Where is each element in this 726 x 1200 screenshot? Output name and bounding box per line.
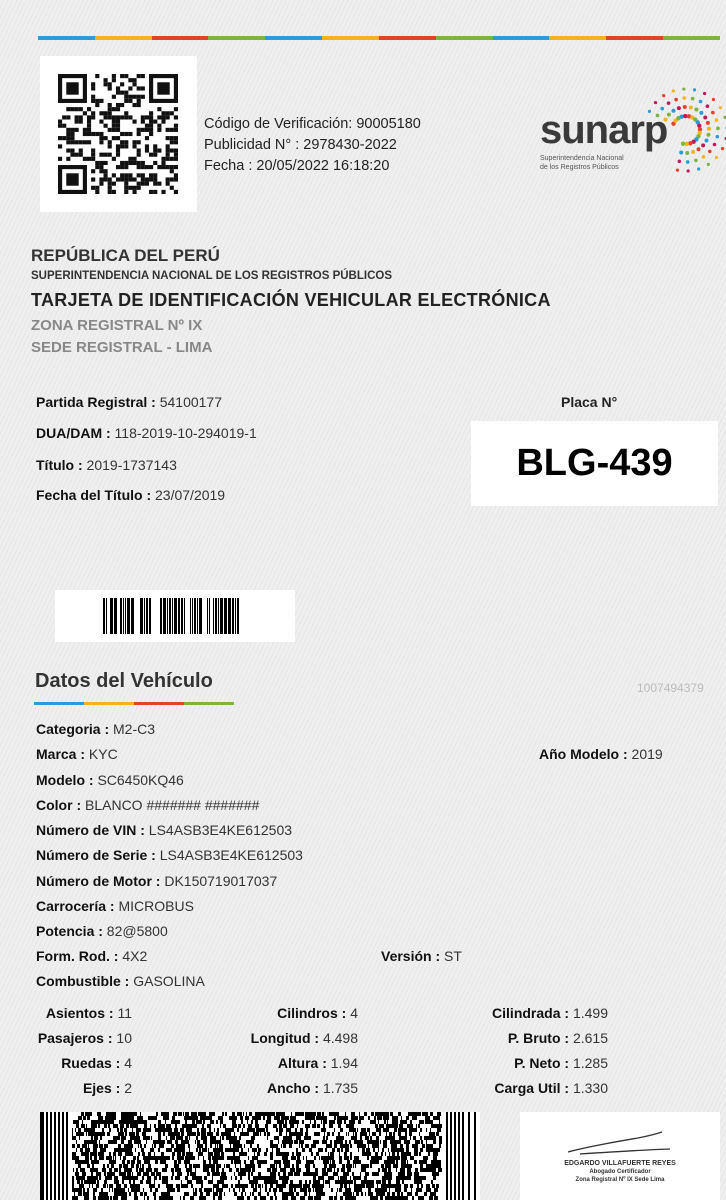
field-cilindros	[277, 1005, 358, 1021]
signature-panel	[520, 1112, 720, 1200]
signature-icon	[520, 1116, 720, 1166]
field-combustible	[36, 973, 205, 989]
field-value: 54100177	[159, 394, 223, 410]
plate-box	[471, 421, 718, 506]
field-value: DK150719017037	[164, 873, 278, 889]
field-label: Número de VIN :	[36, 822, 145, 838]
field-label: Carga Util :	[494, 1080, 570, 1096]
pdf417-panel	[40, 1112, 480, 1200]
verification-code: Código de Verificación: 90005180	[204, 116, 421, 132]
stripe-segment	[493, 36, 550, 40]
field-carroceria	[36, 898, 194, 914]
stripe-segment	[208, 36, 265, 40]
field-form-rod	[36, 948, 147, 964]
stripe-segment	[95, 36, 152, 40]
field-value: 4	[350, 1005, 358, 1021]
signer-name: EDGARDO VILLAFUERTE REYES	[564, 1160, 676, 1167]
underline-segment	[184, 702, 234, 705]
field-serie	[36, 847, 303, 863]
field-potencia	[36, 923, 168, 939]
field-value: 23/07/2019	[155, 487, 226, 503]
logo-subtitle	[540, 154, 660, 172]
field-modelo	[36, 772, 184, 788]
field-ejes	[83, 1080, 132, 1096]
field-label: Altura :	[277, 1055, 327, 1071]
field-label: P. Neto :	[514, 1055, 570, 1071]
field-label: Fecha del Título :	[36, 487, 152, 503]
field-peso-bruto	[508, 1030, 608, 1046]
field-altura	[278, 1055, 358, 1071]
field-partida	[36, 394, 222, 410]
field-value: 4X2	[122, 948, 148, 964]
field-value: 4.498	[322, 1030, 358, 1046]
field-anio-modelo	[539, 746, 663, 762]
underline-segment	[34, 702, 84, 705]
field-label: P. Bruto :	[507, 1030, 570, 1046]
barcode-panel	[55, 590, 295, 642]
field-dua	[36, 425, 257, 441]
field-value: 1.499	[572, 1005, 608, 1021]
field-marca	[36, 746, 118, 762]
field-label: Form. Rod. :	[36, 948, 119, 964]
stripe-segment	[379, 36, 436, 40]
stripe-segment	[606, 36, 663, 40]
office-title: SEDE REGISTRAL - LIMA	[31, 339, 213, 356]
document-title: TARJETA DE IDENTIFICACIÓN VEHICULAR ELECTRÓNICA	[31, 290, 551, 310]
field-label: Modelo :	[36, 772, 94, 788]
issue-date: Fecha : 20/05/2022 16:18:20	[204, 158, 390, 174]
field-label: Marca :	[36, 746, 86, 762]
field-value: 11	[117, 1005, 132, 1021]
field-label: Año Modelo :	[539, 746, 628, 762]
field-value: 1.330	[572, 1080, 608, 1096]
signer-zone: Zona Registral Nº IX Sede Lima	[575, 1177, 665, 1183]
plate-number: BLG-439	[516, 442, 673, 484]
barcode-icon	[103, 598, 247, 634]
verification-meta	[204, 114, 421, 177]
field-label: DUA/DAM :	[36, 425, 111, 441]
field-label: Partida Registral :	[36, 394, 156, 410]
field-label: Ejes :	[82, 1080, 121, 1096]
field-fecha-titulo	[36, 487, 225, 503]
field-label: Color :	[36, 797, 82, 813]
qr-code-icon	[58, 74, 178, 194]
field-label: Potencia :	[36, 923, 103, 939]
field-label: Cilindros :	[277, 1005, 347, 1021]
field-categoria	[36, 721, 155, 737]
field-titulo	[36, 457, 177, 473]
stripe-segment	[265, 36, 322, 40]
field-pasajeros	[38, 1030, 132, 1046]
vehicle-data-heading: Datos del Vehículo	[35, 670, 213, 692]
field-value: KYC	[88, 746, 118, 762]
field-ruedas	[61, 1055, 132, 1071]
qr-code-panel	[40, 56, 197, 212]
field-value: 2	[124, 1080, 132, 1096]
field-value: LS4ASB3E4KE612503	[148, 822, 293, 838]
field-asientos	[46, 1005, 132, 1021]
signer-role: Abogado Certificador	[589, 1169, 651, 1175]
field-value: 2.615	[572, 1030, 608, 1046]
field-value: 10	[116, 1030, 132, 1046]
field-value: 1.94	[330, 1055, 358, 1071]
field-value: LS4ASB3E4KE612503	[159, 847, 303, 863]
field-label: Combustible :	[36, 973, 130, 989]
field-value: BLANCO ####### #######	[85, 797, 260, 813]
sunarp-logo	[536, 70, 726, 182]
color-stripe	[38, 36, 720, 40]
field-label: Título :	[36, 457, 83, 473]
stripe-segment	[663, 36, 720, 40]
field-value: 1.285	[572, 1055, 608, 1071]
logo-wordmark: sunarp	[540, 108, 668, 152]
field-label: Número de Serie :	[36, 847, 156, 863]
field-value: 118-2019-10-294019-1	[114, 425, 257, 441]
underline-segment	[134, 702, 184, 705]
stripe-segment	[549, 36, 606, 40]
field-label: Ancho :	[266, 1080, 320, 1096]
heading-underline	[34, 702, 234, 705]
field-value: MICROBUS	[118, 898, 194, 914]
agency-title: SUPERINTENDENCIA NACIONAL DE LOS REGISTROS PÚBLICOS	[31, 270, 393, 282]
field-ancho	[267, 1080, 358, 1096]
field-version	[381, 948, 462, 964]
field-label: Pasajeros :	[37, 1030, 113, 1046]
plate-label: Placa N°	[561, 394, 618, 410]
field-label: Ruedas :	[61, 1055, 121, 1071]
field-carga-util	[494, 1080, 608, 1096]
field-label: Número de Motor :	[36, 873, 161, 889]
field-value: SC6450KQ46	[97, 772, 184, 788]
publicity-number: Publicidad N° : 2978430-2022	[204, 137, 397, 153]
field-label: Carrocería :	[36, 898, 115, 914]
field-peso-neto	[514, 1055, 608, 1071]
stripe-segment	[38, 36, 95, 40]
logo-subtitle-line2: de los Registros Públicos	[540, 164, 619, 171]
zone-title: ZONA REGISTRAL Nº IX	[31, 317, 203, 334]
field-label: Cilindrada :	[492, 1005, 570, 1021]
field-cilindrada	[492, 1005, 608, 1021]
logo-subtitle-line1: Superintendencia Nacional	[540, 155, 624, 162]
field-longitud	[251, 1030, 358, 1046]
underline-segment	[84, 702, 134, 705]
field-value: 2019	[631, 746, 663, 762]
field-value: ST	[444, 948, 462, 964]
field-label: Longitud :	[250, 1030, 320, 1046]
field-motor	[36, 873, 277, 889]
country-title: REPÚBLICA DEL PERÚ	[31, 246, 220, 265]
field-color	[36, 797, 259, 813]
field-value: 2019-1737143	[86, 457, 177, 473]
field-value: 1.735	[322, 1080, 358, 1096]
pdf417-barcode-icon	[40, 1112, 480, 1200]
stripe-segment	[436, 36, 493, 40]
stripe-segment	[322, 36, 379, 40]
field-label: Asientos :	[45, 1005, 114, 1021]
field-label: Categoria :	[36, 721, 110, 737]
field-vin	[36, 822, 292, 838]
field-value: GASOLINA	[133, 973, 205, 989]
serial-number: 1007494379	[637, 681, 704, 695]
field-label: Versión :	[381, 948, 441, 964]
field-value: 4	[124, 1055, 132, 1071]
field-value: 82@5800	[106, 923, 168, 939]
field-value: M2-C3	[113, 721, 156, 737]
stripe-segment	[152, 36, 209, 40]
